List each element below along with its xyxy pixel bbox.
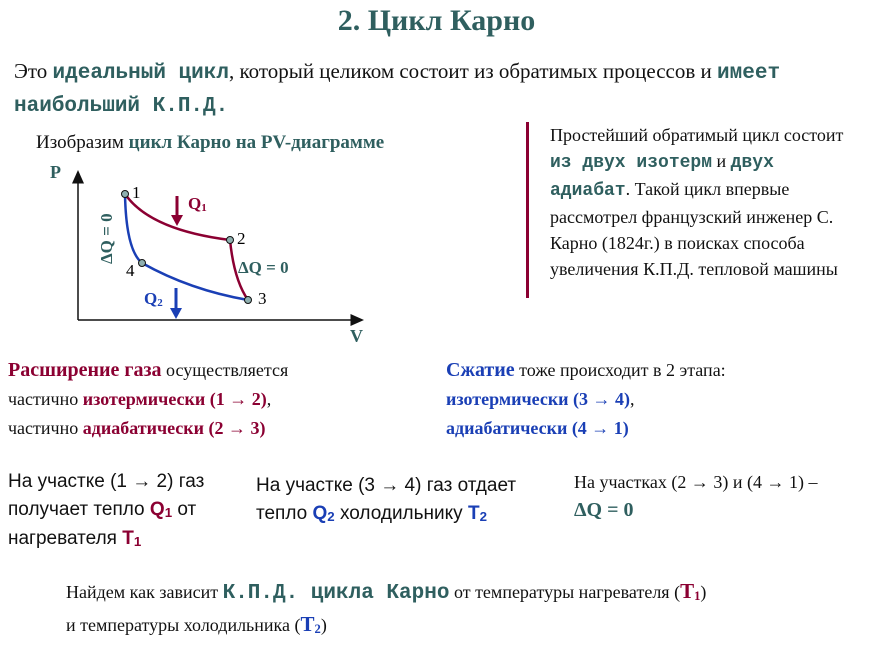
sidebar-text-1: Простейший обратимый цикл состоит — [550, 125, 844, 145]
axis-p-label: P — [50, 162, 61, 182]
compression-l2-highlight: изотермически (3 → 4) — [446, 389, 631, 409]
conclusion-text-5: ) — [320, 615, 327, 635]
expansion-l2-pre: частично — [8, 389, 83, 409]
q1-subscript: 1 — [201, 202, 207, 214]
expansion-l2-highlight: изотермически (1 → 2) — [82, 389, 267, 409]
q2-letter: Q — [144, 289, 158, 308]
seg12-q: Q — [149, 499, 165, 520]
point-4-label: 4 — [126, 261, 135, 280]
q1-label — [188, 194, 207, 214]
pv-caption — [36, 132, 384, 154]
conclusion-t1: T — [680, 579, 695, 603]
q1-arrow-head — [171, 215, 183, 226]
intro-text-1: Это — [14, 59, 53, 83]
page-title: 2. Цикл Карно — [337, 4, 536, 37]
pv-caption-text: Изобразим — [36, 132, 129, 153]
q1-letter: Q — [188, 194, 202, 213]
expansion-line-1 — [8, 356, 438, 385]
sidebar-text-3: . Такой цикл впервые рассмотрел французский инженер С. Карно (1824г.) в поисках способа увеличения К.П.Д. тепловой машины — [550, 179, 838, 279]
expansion-lead-rest: осуществляется — [161, 360, 289, 380]
sidebar-note — [550, 122, 850, 282]
expansion-l3-highlight: адиабатически (2 → 3) — [82, 418, 266, 438]
intro-text-2: , который целиком состоит из обратимых процессов и — [228, 59, 718, 83]
seg-adiab-dq: ΔQ = 0 — [574, 499, 634, 521]
seg12-text-2: от нагревателя — [8, 499, 197, 549]
q2-label — [144, 289, 163, 309]
sidebar-highlight-adiabats: двух адиабат — [550, 153, 774, 201]
compression-l2-post: , — [630, 389, 635, 409]
compression-line-2 — [446, 385, 866, 414]
conclusion-text-4: и температуры холодильника ( — [66, 615, 301, 635]
seg12-text-1: На участке (1 → 2) газ получает тепло — [8, 471, 205, 520]
seg34-q-sub: 2 — [327, 508, 335, 524]
axis-v-label: V — [350, 326, 363, 346]
dq-zero-label-right: ΔQ = 0 — [238, 258, 289, 277]
expansion-line-2 — [8, 385, 438, 414]
q2-subscript: 2 — [157, 297, 163, 309]
conclusion-line-2 — [66, 609, 856, 642]
conclusion-t1-sub: 1 — [694, 588, 701, 603]
expansion-line-3 — [8, 414, 438, 443]
compression-block — [446, 356, 866, 443]
conclusion-t2-sub: 2 — [314, 621, 321, 636]
expansion-block — [8, 356, 438, 443]
sidebar-text-2: и — [712, 151, 731, 171]
conclusion-highlight: К.П.Д. цикла Карно — [222, 582, 450, 605]
compression-line-3 — [446, 414, 866, 443]
conclusion-text-3: ) — [700, 582, 707, 602]
seg34-t: T — [467, 503, 480, 524]
compression-line-1 — [446, 356, 866, 385]
pv-caption-highlight: цикл Карно на PV-диаграмме — [128, 132, 385, 153]
intro-paragraph — [14, 56, 854, 122]
point-3-label: 3 — [258, 289, 267, 308]
compression-lead-rest: тоже происходит в 2 этапа: — [514, 360, 726, 380]
expansion-l2-post: , — [266, 389, 272, 409]
segment-3-4-note — [256, 472, 556, 529]
intro-highlight-ideal: идеальный цикл — [52, 62, 229, 85]
pv-diagram — [40, 160, 370, 350]
conclusion-paragraph — [66, 576, 856, 642]
point-4-marker — [139, 260, 146, 267]
point-2-label: 2 — [237, 229, 246, 248]
conclusion-line-1 — [66, 576, 856, 609]
seg34-text-2: холодильнику — [334, 503, 468, 524]
seg34-q: Q — [312, 503, 328, 524]
point-2-marker — [227, 237, 234, 244]
seg34-text-1: На участке (3 → 4) газ отдает тепло — [256, 475, 517, 524]
seg-adiab-text: На участках (2 → 3) и (4 → 1) – — [574, 472, 818, 492]
point-1-marker — [122, 191, 129, 198]
q2-arrow-head — [170, 308, 182, 319]
segment-1-2-note — [8, 468, 248, 554]
seg12-t-sub: 1 — [133, 533, 142, 549]
point-1-label: 1 — [132, 183, 141, 202]
expansion-lead: Расширение газа — [8, 359, 162, 381]
expansion-l3-pre: частично — [8, 418, 83, 438]
conclusion-text-1: Найдем как зависит — [66, 582, 223, 602]
conclusion-t2: T — [300, 612, 315, 636]
seg12-t: T — [122, 528, 134, 549]
compression-lead: Сжатие — [446, 359, 515, 381]
sidebar-highlight-isotherms: из двух изотерм — [550, 153, 713, 173]
intro-highlight-max-efficiency: имеет наибольший К.П.Д. — [14, 62, 781, 118]
seg34-t-sub: 2 — [479, 508, 487, 524]
point-3-marker — [245, 297, 252, 304]
dq-zero-label-left: ΔQ = 0 — [97, 213, 116, 264]
conclusion-text-2: от температуры нагревателя ( — [449, 582, 681, 602]
segment-adiabatic-note — [574, 468, 873, 524]
compression-l3-highlight: адиабатически (4 → 1) — [446, 418, 629, 438]
isotherm-3-4 — [142, 263, 248, 300]
seg12-q-sub: 1 — [164, 504, 173, 520]
